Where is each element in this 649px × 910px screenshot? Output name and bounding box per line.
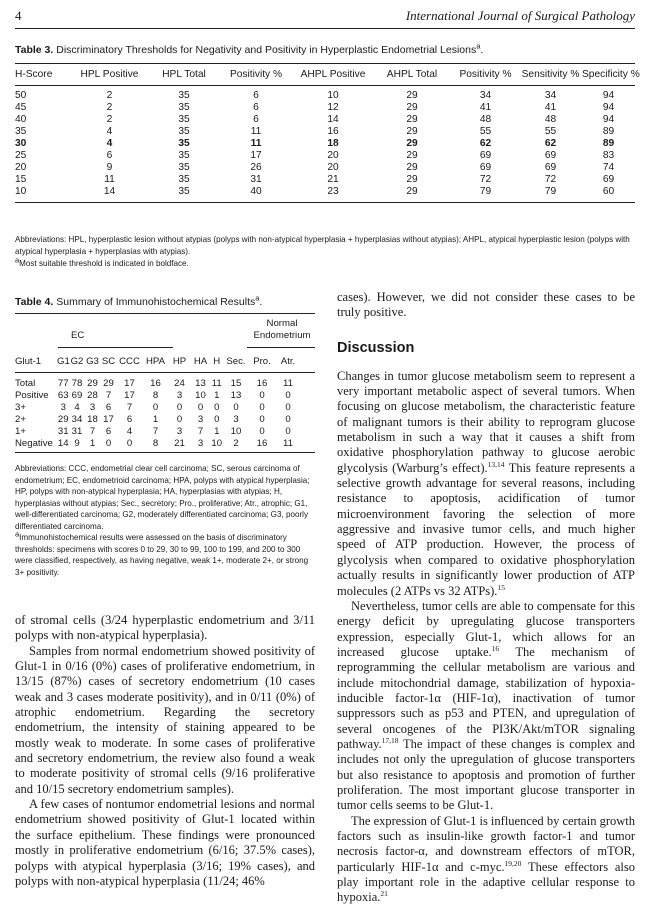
table-cell: Positive: [15, 389, 49, 401]
column-header: SC: [101, 355, 116, 367]
table-cell: 29: [87, 377, 98, 389]
table-cell: 35: [178, 137, 190, 149]
table-row: [15, 425, 315, 437]
table-cell: 35: [178, 174, 190, 186]
table-cell: 0: [176, 401, 183, 413]
column-header: HPA: [145, 355, 165, 367]
table-cell: 17: [124, 377, 135, 389]
table4-footnotes: [15, 463, 315, 578]
table-cell: 78: [71, 377, 83, 389]
column-header: Positivity %: [459, 69, 512, 80]
journal-title: International Journal of Surgical Pathology: [405, 8, 635, 23]
table-cell: Negative: [15, 437, 53, 449]
table-cell: 31: [250, 174, 262, 186]
column-header: AHPL Total: [386, 69, 438, 80]
table-cell: 2: [106, 113, 113, 125]
table-cell: Total: [15, 377, 36, 389]
table-cell: 77: [57, 377, 69, 389]
table-cell: 40: [250, 186, 262, 198]
table-cell: 6: [106, 150, 113, 162]
column-header: HA: [193, 355, 208, 367]
table-cell: 2: [106, 89, 113, 101]
table-cell: 9: [74, 437, 80, 449]
table-cell: 29: [406, 113, 418, 125]
table-cell: 21: [174, 437, 185, 449]
table-cell: 0: [152, 401, 159, 413]
paragraph: The expression of Glut-1 is influenced by certain growth factors such as insulin-like growth factor-1 and tumor necrosis factor-α, and downstream effectors of mTOR, particularly HIF-1α and c-myc.$^{19,20}$ These effectors also play important role in the adaptive cellular response to hypoxia.$^{21}$: [337, 813, 635, 905]
table-cell: 29: [406, 162, 418, 174]
table-cell: 83: [602, 150, 615, 162]
table-row: [15, 101, 635, 113]
table-cell: 2: [106, 101, 113, 113]
table-cell: 3: [233, 413, 239, 425]
table-cell: 11: [211, 377, 222, 389]
table4-header-row: [15, 354, 315, 368]
table-cell: 18: [87, 413, 98, 425]
table-cell: 0: [285, 389, 291, 401]
group-label-normal: Normal: [266, 318, 298, 329]
table-cell: 0: [259, 425, 265, 437]
table-cell: 94: [602, 89, 615, 101]
table-cell: 34: [544, 89, 557, 101]
table-cell: 3+: [15, 401, 26, 413]
table-cell: 29: [57, 413, 69, 425]
table-cell: 62: [479, 137, 492, 149]
table-cell: 2: [233, 437, 239, 449]
table-cell: 10: [327, 89, 339, 101]
table-cell: 29: [406, 137, 418, 149]
citation: 19,20: [504, 858, 522, 868]
table-cell: 50: [15, 89, 27, 101]
table-cell: 0: [126, 437, 133, 449]
table-row: [15, 437, 315, 449]
column-header: G3: [86, 355, 99, 367]
table-cell: 16: [256, 437, 268, 449]
table-row: [15, 377, 315, 389]
table-cell: 60: [602, 186, 615, 198]
table-cell: 69: [544, 150, 557, 162]
table-cell: 94: [602, 101, 615, 113]
table-cell: 41: [479, 101, 492, 113]
table-cell: 0: [214, 401, 220, 413]
table-cell: 34: [71, 413, 83, 425]
table-cell: 16: [150, 377, 161, 389]
table-cell: 29: [406, 150, 418, 162]
column-header: Atr.: [280, 355, 296, 367]
table4-abbreviations: Abbreviations: CCC, endometrial clear cell carcinoma; SC, serous carcinoma of endometrium; EC, endometrioid carcinoma; HPA, polyps with atypical hyperplasia; HP, polyps with non-atypical hyperplasia; HA, hyperplasias with atypias; H, hyperplasias without atypias; Sec., secretory; Pro., proliferative; Atr., atrophic; G1, well-differentiated carcinoma; G2, moderately differentiated carcinoma; G3, poorly differentiated carcinoma.: [15, 464, 310, 531]
table-cell: 7: [89, 425, 96, 437]
table-cell: 48: [479, 113, 492, 125]
table-cell: 45: [15, 101, 27, 113]
group-label-ec: EC: [71, 330, 85, 341]
table-row: [15, 186, 635, 198]
table-cell: 6: [126, 413, 133, 425]
table-cell: 69: [479, 150, 492, 162]
table-row: [15, 89, 635, 101]
table-cell: 13: [195, 377, 206, 389]
table-cell: 6: [105, 425, 112, 437]
table3: [15, 63, 640, 203]
table-cell: 72: [479, 174, 492, 186]
table-cell: 29: [406, 174, 418, 186]
table-cell: 0: [259, 413, 265, 425]
table-cell: 34: [479, 89, 492, 101]
table-cell: 14: [103, 186, 116, 198]
table-cell: 30: [15, 137, 27, 149]
table3-body: [15, 86, 635, 202]
table-cell: 20: [327, 162, 339, 174]
table-cell: 17: [124, 389, 135, 401]
table-cell: 25: [15, 150, 27, 162]
table-cell: 23: [327, 186, 339, 198]
table-cell: 31: [71, 425, 83, 437]
paragraph: cases). However, we did not consider these cases to be truly positive.: [337, 290, 635, 320]
table-cell: 89: [602, 125, 615, 137]
table-cell: 15: [15, 174, 27, 186]
column-header: Sensitivity %: [521, 69, 580, 80]
table-cell: 17: [250, 150, 262, 162]
table-cell: 48: [544, 113, 557, 125]
table-row: [15, 125, 635, 137]
table-cell: 6: [253, 89, 259, 101]
table-cell: 17: [103, 413, 114, 425]
table4-group-header: [15, 314, 315, 354]
table-cell: 0: [285, 401, 291, 413]
column-header: H: [213, 355, 221, 367]
table-cell: 1: [89, 437, 96, 449]
table-cell: 10: [15, 186, 27, 198]
table-cell: 8: [152, 437, 159, 449]
table-cell: 0: [105, 437, 112, 449]
table-cell: 29: [406, 125, 418, 137]
table-cell: 89: [602, 137, 615, 149]
table-row: [15, 389, 315, 401]
table-cell: 55: [544, 125, 557, 137]
column-header: Positivity %: [229, 69, 283, 80]
table-cell: 16: [327, 125, 339, 137]
table-cell: 69: [71, 389, 83, 401]
table-cell: 7: [105, 389, 112, 401]
table-row: [15, 113, 635, 125]
table-cell: 1: [214, 425, 220, 437]
table-cell: 3: [176, 425, 183, 437]
table-cell: 11: [104, 174, 115, 186]
table-cell: 79: [544, 186, 557, 198]
table-cell: 0: [285, 413, 291, 425]
table-row: [15, 149, 635, 161]
table-cell: 11: [250, 137, 262, 149]
table-cell: 11: [283, 437, 293, 449]
column-header: G2: [70, 355, 84, 367]
table-row: [15, 413, 315, 425]
paragraph: Nevertheless, tumor cells are able to compensate for this energy deficit by upregulating glucose transporters expression, especially Glut-1, which allows for an increased glucose uptake.$^{16}$ The mechanism of reprogramming the cellular metabolism are various and include mitochondrial damage, stabilization of hypoxia-inducible factor-1α (HIF-1α), inactivation of tumor suppressors such as p53 and PTEN, and upregulation of several oncogenes of the PI3K/Akt/mTOR signaling pathway.$^{17,18}$ The impact of these changes is complex and includes not only the upregulation of glucose transporters but also resistance to apoptosis and promotion of further proliferation. The most important glucose transporter in tumor cells seems to be Glut-1.: [337, 598, 635, 813]
group-underline-ec: [58, 347, 173, 348]
table-rule: [15, 452, 315, 453]
column-header: HP: [172, 355, 187, 367]
column-header: HPL Total: [162, 69, 206, 80]
table-cell: 6: [105, 401, 112, 413]
table-cell: 6: [253, 101, 259, 113]
table-cell: 10: [211, 437, 223, 449]
table-cell: 35: [15, 125, 27, 137]
column-header: Specificity %: [582, 69, 640, 80]
table-cell: 8: [152, 389, 159, 401]
table-cell: 29: [103, 377, 114, 389]
table-cell: 3: [176, 389, 183, 401]
table-cell: 0: [259, 401, 265, 413]
column-header: HPL Positive: [80, 69, 139, 80]
page-header: [15, 6, 635, 29]
table-cell: 26: [250, 162, 262, 174]
table-cell: 1: [214, 389, 220, 401]
table-cell: 3: [89, 401, 96, 413]
left-column-text: [15, 613, 315, 889]
citation: 17,18: [381, 735, 399, 745]
table-cell: 4: [74, 401, 80, 413]
table-cell: 11: [283, 377, 293, 389]
table-cell: 31: [57, 425, 69, 437]
table-cell: 79: [479, 186, 492, 198]
table-cell: 3: [197, 413, 204, 425]
table-cell: 1: [152, 413, 159, 425]
table-cell: 35: [178, 150, 190, 162]
table-cell: 15: [230, 377, 242, 389]
table4-caption: Table 4. Summary of Immunohistochemical Results$^a$.: [15, 293, 263, 308]
table-cell: 10: [195, 389, 206, 401]
citation: 16: [491, 643, 500, 653]
table4-body: [15, 373, 315, 452]
table-row: [15, 137, 635, 149]
table-cell: 0: [176, 413, 183, 425]
table-cell: 3: [60, 401, 66, 413]
table4: [15, 313, 315, 453]
table-row: [15, 401, 315, 413]
table-cell: 74: [602, 162, 615, 174]
table-cell: 72: [544, 174, 557, 186]
table3-footnote-a: $^a$Most suitable threshold is indicated in boldface.: [15, 255, 189, 268]
table-cell: 24: [174, 377, 185, 389]
table-cell: 35: [178, 113, 190, 125]
table-cell: 12: [327, 101, 339, 113]
table-cell: 0: [214, 413, 220, 425]
table-cell: 40: [15, 113, 27, 125]
table-cell: 35: [178, 162, 190, 174]
page-number: 4: [15, 8, 22, 23]
table-cell: 14: [57, 437, 69, 449]
group-label-endometrium: Endometrium: [253, 330, 311, 341]
table-cell: 69: [479, 162, 492, 174]
table-cell: 0: [233, 401, 239, 413]
table-cell: 4: [126, 425, 133, 437]
paragraph: Samples from normal endometrium showed positivity of Glut-1 in 0/16 (0%) cases of proliferative endometrium, in 13/15 (87%) cases of secretory endometrium (10 cases weak and 3 cases moderate positivity), and in 0/11 (0%) of atrophic endometrium. Regarding the secretory endometrium, the intensity of staining appeared to be mostly weak to moderate. In some cases of proliferative and secretory endometrium, the review also found a weak to moderate positivity of stromal cells (9/16 proliferative and 10/15 secretory endometrium samples).: [15, 643, 315, 796]
table-cell: 35: [178, 125, 190, 137]
table-cell: 18: [327, 137, 339, 149]
table-cell: 28: [87, 389, 98, 401]
table-cell: 4: [106, 125, 113, 137]
table-rule: [15, 202, 635, 203]
table-cell: 35: [178, 186, 190, 198]
table-cell: 16: [256, 377, 268, 389]
table-cell: 0: [259, 389, 265, 401]
table-cell: 69: [544, 162, 557, 174]
column-header: Pro.: [253, 355, 271, 367]
table-cell: 7: [197, 425, 204, 437]
table-cell: 35: [178, 101, 190, 113]
column-header: AHPL Positive: [300, 69, 366, 80]
table4-footnote-a: $^a$Immunohistochemical results were assessed on the basis of discriminatory thresholds: specimens with scores 0 to 29, 30 to 99, 100 to 199, and 200 to 300 were classified, respectively, as having negative, weak 1+, moderate 2+, or strong 3+ positivity.: [15, 529, 309, 577]
table-cell: 63: [57, 389, 69, 401]
table-row: [15, 174, 635, 186]
column-header: G1: [57, 355, 70, 367]
table-cell: 41: [544, 101, 557, 113]
paragraph: A few cases of nontumor endometrial lesions and normal endometrium showed positivity of Glut-1 located within the surface epithelium. These findings were pronounced mostly in proliferative endometrium (6/16; 37.5% cases), polyps with atypical hyperplasia (3/16; 19% cases), and polyps with non-atypical hyperplasia (11/24; 46%: [15, 797, 315, 888]
table-cell: 20: [15, 162, 27, 174]
paragraph: of stromal cells (3/24 hyperplastic endometrium and 3/11 polyps with non-atypical hyperplasia).: [15, 613, 315, 643]
table-cell: 69: [602, 174, 615, 186]
table3-abbreviations: Abbreviations: HPL, hyperplastic lesion without atypias (polyps with non-atypical hyperplasia + hyperplasias without atypias); AHPL, atypical hyperplastic lesion (polyps with atypical hyperplasia + hyperplasias with atypias).: [15, 235, 630, 256]
table3-header-row: [15, 64, 640, 85]
table-cell: 35: [178, 89, 190, 101]
table-cell: 13: [230, 389, 242, 401]
citation: 21: [380, 889, 388, 899]
table-cell: 55: [479, 125, 492, 137]
table-cell: 2+: [15, 413, 26, 425]
table-cell: 0: [197, 401, 204, 413]
table-cell: 10: [230, 425, 242, 437]
table-cell: 7: [126, 401, 133, 413]
table-cell: 29: [406, 89, 418, 101]
citation: 15: [497, 582, 505, 592]
table3-caption: Table 3. Discriminatory Thresholds for Negativity and Positivity in Hyperplastic Endometrial Lesions$^a$.: [15, 41, 484, 56]
table-cell: 20: [327, 150, 339, 162]
section-heading-discussion: Discussion: [337, 339, 415, 356]
table-cell: 1+: [15, 425, 26, 437]
table-cell: 29: [406, 101, 418, 113]
group-underline-normal: [247, 347, 315, 348]
paragraph: Changes in tumor glucose metabolism seem to represent a very important metabolic aspect of several tumors. When focusing on glucose metabolism, the characteristic feature of malignant tumors is their ability to reprogram glucose metabolism in such a way that it causes a shift from oxidative phosphorylation pathway to glucose aerobic glycolysis (Warburg’s effect).$^{13,14}$ This feature represents a selective growth advantage for several reasons, including resistance to apoptosis, acidification of tumor microenvironment favoring the selection of more aggressive and invasive tumor cells, and much higher speed of ATP production. However, the process of glycolysis when compared to oxidative phosphorylation actually results in significantly lower production of ATP molecules (2 ATPs vs 32 ATPs).$^{15}$: [337, 368, 635, 598]
table-cell: 4: [106, 137, 113, 149]
column-header: CCC: [119, 355, 140, 367]
column-header: Glut-1: [15, 355, 42, 367]
table-cell: 29: [406, 186, 418, 198]
column-header: H-Score: [15, 69, 53, 80]
table3-footnotes: [15, 234, 630, 270]
table-cell: 62: [544, 137, 557, 149]
table-cell: 6: [253, 113, 259, 125]
table-row: [15, 162, 635, 174]
table-cell: 21: [327, 174, 339, 186]
table-cell: 14: [327, 113, 339, 125]
table-cell: 9: [106, 162, 113, 174]
table-cell: 0: [285, 425, 291, 437]
table-cell: 3: [197, 437, 204, 449]
citation: 13,14: [487, 459, 505, 469]
column-header: Sec.: [226, 355, 246, 367]
right-column-text: [337, 290, 635, 906]
table-cell: 94: [602, 113, 615, 125]
table-cell: 11: [250, 125, 262, 137]
table-cell: 7: [152, 425, 159, 437]
